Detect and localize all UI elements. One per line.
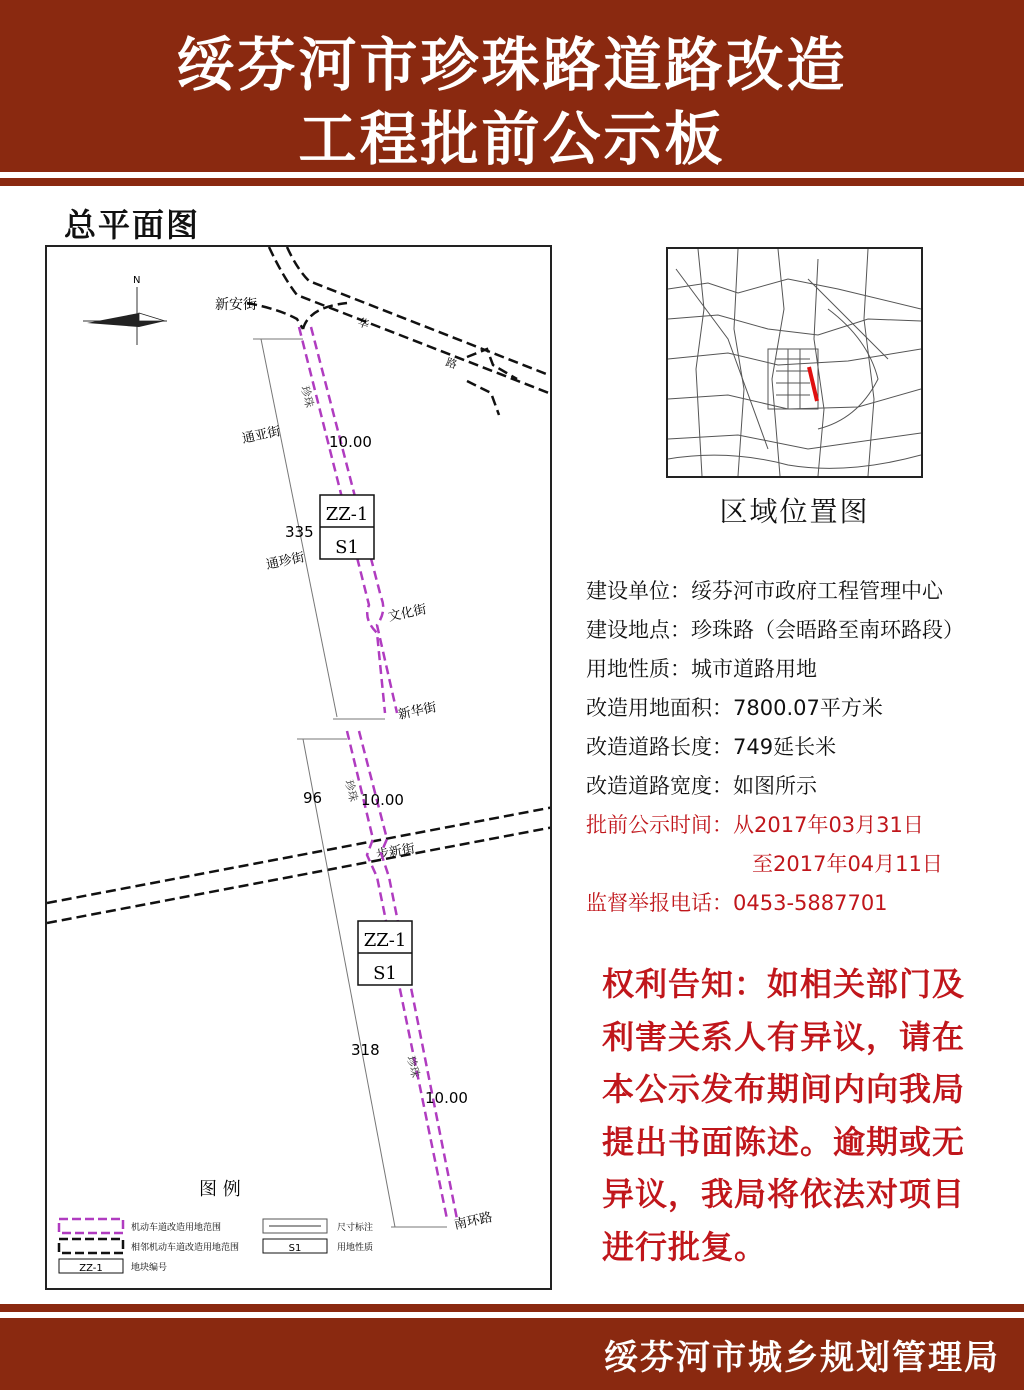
street-label-top-road-a: 华 <box>355 315 371 332</box>
info-value: 如图所示 <box>733 774 817 798</box>
info-row-hotline <box>586 884 1016 923</box>
north-label: N <box>133 275 141 286</box>
info-row-land-use <box>586 650 1016 689</box>
legend-label-route: 机动车道改造用地范围 <box>131 1223 222 1233</box>
location-map-caption: 区域位置图 <box>719 495 870 528</box>
issuing-organization: 绥芬河市城乡规划管理局 <box>604 1338 1000 1378</box>
legend-sample-parcel: ZZ-1 <box>79 1263 103 1274</box>
title-line-2: 工程批前公示板 <box>298 105 726 173</box>
info-value: 绥芬河市政府工程管理中心 <box>691 579 943 603</box>
adjacent-road-top <box>247 247 552 415</box>
publicity-from: 从2017年03月31日 <box>733 813 924 837</box>
footer-banner <box>0 1318 1024 1390</box>
legend <box>59 1179 373 1274</box>
info-row-length <box>586 728 1016 767</box>
north-arrow-icon <box>83 275 167 345</box>
plan-title: 总平面图 <box>64 206 201 244</box>
info-key: 监督举报电话： <box>586 891 733 915</box>
notice-line: 异议，我局将依法对项目 <box>602 1175 966 1213</box>
publicity-to: 至2017年04月11日 <box>752 852 943 876</box>
street-label-xinhua: 新华街 <box>396 700 438 723</box>
street-label-wenhua: 文化街 <box>386 602 428 625</box>
site-plan-drawing <box>45 245 552 1290</box>
notice-line: 权利告知：如相关部门及 <box>602 965 966 1003</box>
legend-label-parcel: 地块编号 <box>131 1263 168 1273</box>
length-dimension-3: 318 <box>351 1041 380 1059</box>
legend-label-adjacent: 相邻机动车道改造用地范围 <box>131 1243 240 1253</box>
info-key: 批前公示时间： <box>586 813 733 837</box>
width-dimension-3: 10.00 <box>425 1089 468 1107</box>
info-value: 749延长米 <box>733 735 837 759</box>
legend-label-dimension: 尺寸标注 <box>337 1223 374 1233</box>
info-value: 珍珠路（会晤路至南环路段） <box>691 618 964 642</box>
street-label-xinan: 新安街 <box>215 297 257 313</box>
legend-title: 图 例 <box>199 1179 241 1200</box>
project-info <box>586 572 1016 923</box>
length-dimension-2: 96 <box>303 789 323 807</box>
length-dimension-1: 335 <box>285 523 314 541</box>
legend-swatch-adjacent <box>59 1239 123 1253</box>
route-label-c: 珍珠 <box>404 1054 423 1080</box>
adjacent-road-middle <box>47 807 552 923</box>
width-dimension-2: 10.00 <box>361 791 404 809</box>
project-location-marker <box>809 367 817 401</box>
info-row-publicity-end <box>586 845 1016 884</box>
route-label-a: 珍珠 <box>298 384 317 410</box>
street-label-mid-road: 步新街 <box>375 841 417 863</box>
legend-label-use: 用地性质 <box>337 1243 374 1253</box>
info-key: 建设地点： <box>586 618 691 642</box>
street-label-top-road-b: 路 <box>443 355 459 372</box>
parcel-use: S1 <box>373 963 397 984</box>
info-key: 改造道路宽度： <box>586 774 733 798</box>
rights-notice <box>602 958 982 1273</box>
notice-line: 进行批复。 <box>602 1227 768 1266</box>
notice-line: 利害关系人有异议，请在 <box>602 1017 966 1056</box>
footer-divider <box>0 1304 1024 1312</box>
info-row-area <box>586 689 1016 728</box>
street-label-nanhuan: 南环路 <box>452 1210 494 1233</box>
info-key: 建设单位： <box>586 579 691 603</box>
street-label-tongya: 通亚街 <box>240 424 282 447</box>
info-key: 用地性质： <box>586 657 691 681</box>
info-row-location <box>586 611 1016 650</box>
info-key: 改造道路长度： <box>586 735 733 759</box>
parcel-code: ZZ-1 <box>325 504 369 525</box>
width-dimension-1: 10.00 <box>329 433 372 451</box>
info-row-width <box>586 767 1016 806</box>
header-divider <box>0 178 1024 186</box>
title-line-1: 绥芬河市珍珠路道路改造 <box>176 31 848 99</box>
parcel-code: ZZ-1 <box>363 930 407 951</box>
info-row-publicity-period <box>586 806 1016 845</box>
parcel-box-1 <box>320 495 374 559</box>
route-redevelopment-boundary <box>299 327 457 1219</box>
info-row-builder <box>586 572 1016 611</box>
info-value: 城市道路用地 <box>691 657 817 681</box>
street-label-tongzhen: 通珍街 <box>264 550 306 573</box>
info-key: 改造用地面积： <box>586 696 733 720</box>
parcel-use: S1 <box>335 537 359 558</box>
title-banner <box>0 0 1024 172</box>
info-value: 7800.07平方米 <box>733 696 883 720</box>
hotline-number: 0453-5887701 <box>733 891 888 915</box>
parcel-box-2 <box>358 921 412 985</box>
route-label-b: 珍珠 <box>342 778 361 804</box>
location-map <box>666 247 923 478</box>
legend-swatch-route <box>59 1219 123 1233</box>
notice-line: 提出书面陈述。逾期或无 <box>602 1122 966 1161</box>
notice-line: 本公示发布期间内向我局 <box>602 1070 966 1108</box>
legend-sample-use: S1 <box>288 1243 302 1254</box>
